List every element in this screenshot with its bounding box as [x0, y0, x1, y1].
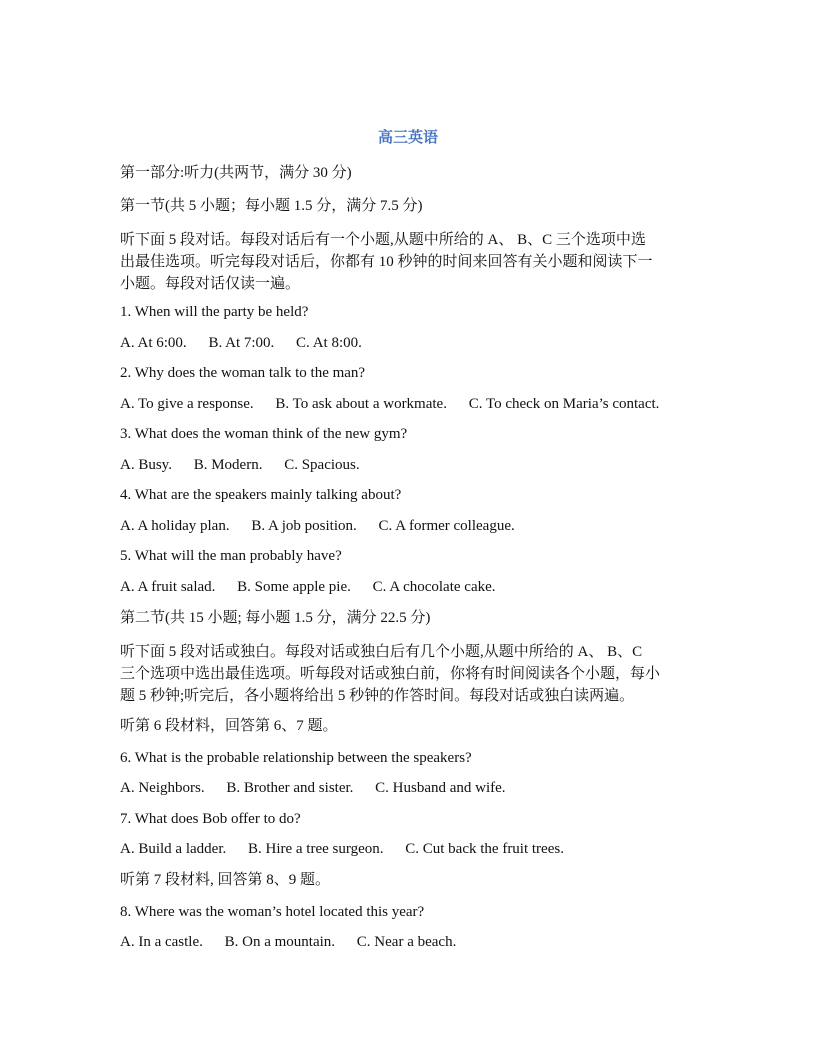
section1-heading: 第一节(共 5 小题；每小题 1.5 分，满分 7.5 分): [120, 198, 423, 214]
instruction-line: 听下面 5 段对话。每段对话后有一个小题,从题中所给的 A、 B、C 三个选项中选: [120, 232, 646, 248]
option-b: B. Some apple pie.: [237, 579, 351, 595]
instruction-line: 出最佳选项。听完每段对话后，你都有 10 秒钟的时间来回答有关小题和阅读下一: [120, 254, 653, 270]
option-a: A. A fruit salad.: [120, 579, 216, 595]
part1-heading: 第一部分:听力(共两节，满分 30 分): [120, 165, 352, 181]
instruction-line: 题 5 秒钟;听完后，各小题将给出 5 秒钟的作答时间。每段对话或独白读两遍。: [120, 688, 635, 704]
page-title: 高三英语: [377, 130, 438, 146]
question-8-options: [120, 932, 710, 952]
option-c: C. A former colleague.: [378, 518, 515, 534]
question-4-options: [120, 516, 710, 536]
option-b: B. To ask about a workmate.: [275, 396, 447, 412]
question-6-options: [120, 778, 710, 798]
question-5: 5. What will the man probably have?: [120, 548, 342, 564]
option-b: B. Modern.: [193, 457, 263, 473]
question-6: 6. What is the probable relationship between the speakers?: [120, 750, 472, 766]
option-a: A. Neighbors.: [120, 780, 205, 796]
option-c: C. Husband and wife.: [375, 780, 506, 796]
instruction-line: 听下面 5 段对话或独白。每段对话或独白后有几个小题,从题中所给的 A、 B、C: [120, 644, 643, 660]
question-1-options: [120, 333, 710, 353]
option-c: C. To check on Maria’s contact.: [468, 396, 660, 412]
question-2: 2. Why does the woman talk to the man?: [120, 365, 366, 381]
question-5-options: [120, 577, 710, 597]
question-3: 3. What does the woman think of the new gym?: [120, 426, 408, 442]
question-4: 4. What are the speakers mainly talking about?: [120, 487, 402, 503]
question-3-options: [120, 455, 710, 475]
instruction-line: 三个选项中选出最佳选项。听每段对话或独白前，你将有时间阅读各个小题，每小: [120, 666, 661, 682]
option-a: A. Build a ladder.: [120, 841, 227, 857]
section2-heading: 第二节(共 15 小题; 每小题 1.5 分，满分 22.5 分): [120, 610, 431, 626]
option-c: C. At 8:00.: [296, 335, 362, 351]
option-b: B. Hire a tree surgeon.: [247, 841, 384, 857]
option-c: C. Spacious.: [284, 457, 360, 473]
material-6-heading: 听第 6 段材料，回答第 6、7 题。: [120, 718, 338, 734]
option-a: A. At 6:00.: [120, 335, 187, 351]
option-b: B. On a mountain.: [224, 934, 336, 950]
section2-instructions: [120, 641, 710, 707]
question-2-options: [120, 394, 710, 414]
option-a: A. To give a response.: [120, 396, 254, 412]
question-1: 1. When will the party be held?: [120, 304, 309, 320]
option-a: A. A holiday plan.: [120, 518, 230, 534]
option-c: C. Near a beach.: [356, 934, 457, 950]
option-b: B. Brother and sister.: [226, 780, 354, 796]
section1-instructions: [120, 229, 710, 295]
material-7-heading: 听第 7 段材料, 回答第 8、9 题。: [120, 872, 331, 888]
question-7: 7. What does Bob offer to do?: [120, 811, 301, 827]
instruction-line: 小题。每段对话仅读一遍。: [120, 276, 301, 292]
question-7-options: [120, 839, 710, 859]
option-c: C. Cut back the fruit trees.: [405, 841, 564, 857]
option-b: B. A job position.: [251, 518, 357, 534]
option-a: A. Busy.: [120, 457, 172, 473]
option-a: A. In a castle.: [120, 934, 203, 950]
option-b: B. At 7:00.: [208, 335, 275, 351]
option-c: C. A chocolate cake.: [372, 579, 496, 595]
question-8: 8. Where was the woman’s hotel located this year?: [120, 904, 425, 920]
